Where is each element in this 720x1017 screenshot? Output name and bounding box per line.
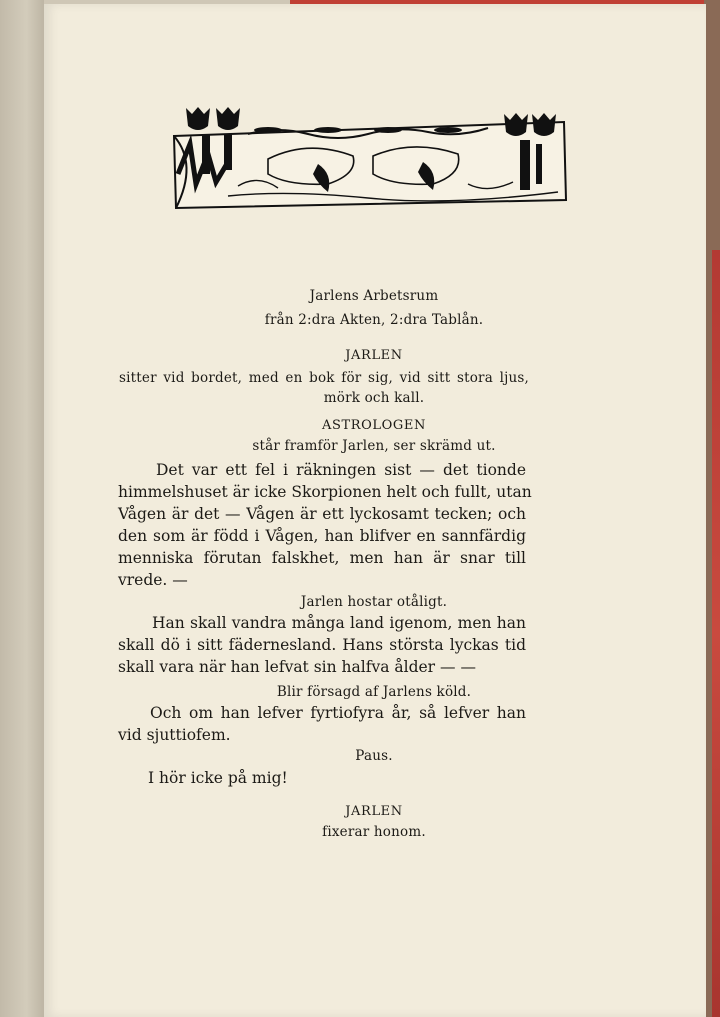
speech-line: den som är född i Vågen, han blifver en sannfärdig bbox=[118, 527, 526, 545]
stage-direction: Paus. bbox=[355, 748, 393, 764]
speech-line: himmelshuset är icke Skorpionen helt och fullt, utan bbox=[118, 483, 532, 501]
speaker-name: JARLEN bbox=[345, 804, 403, 819]
speech-line: skall vara när han lefvat sin halfva ålder — — bbox=[118, 658, 476, 676]
stage-direction: Jarlen hostar otåligt. bbox=[300, 594, 448, 610]
speech-line: I hör icke på mig! bbox=[148, 769, 288, 787]
decorative-vignette-illustration bbox=[168, 104, 570, 212]
cover-edge-red bbox=[712, 250, 720, 1017]
speech-line: Det var ett fel i räkningen sist — det tionde bbox=[156, 461, 526, 479]
speech-line: Vågen är det — Vågen är ett lyckosamt tecken; och bbox=[118, 505, 526, 523]
stage-direction-line: står framför Jarlen, ser skrämd ut. bbox=[252, 438, 496, 454]
speech-line: skall dö i sitt fädernesland. Hans största lyckas tid bbox=[118, 636, 526, 654]
speaker-name: ASTROLOGEN bbox=[322, 418, 426, 433]
book-gutter bbox=[0, 0, 44, 1017]
stage-direction-line: sitter vid bordet, med en bok för sig, vid sitt stora ljus, bbox=[119, 370, 529, 386]
scene-source: från 2:dra Akten, 2:dra Tablån. bbox=[264, 312, 484, 328]
speech-line: vid sjuttiofem. bbox=[118, 726, 231, 744]
stage-direction: fixerar honom. bbox=[322, 824, 426, 840]
scene-place: Jarlens Arbetsrum bbox=[309, 288, 439, 304]
stage-direction-line: mörk och kall. bbox=[323, 390, 425, 406]
book-page bbox=[44, 4, 706, 1017]
speech-line: Han skall vandra många land igenom, men han bbox=[152, 614, 526, 632]
speaker-name: JARLEN bbox=[345, 348, 403, 363]
speech-line: menniska förutan falskhet, men han är snar till bbox=[118, 549, 526, 567]
stage-direction: Blir försagd af Jarlens köld. bbox=[276, 684, 472, 700]
speech-line: vrede. — bbox=[118, 571, 188, 589]
speech-line: Och om han lefver fyrtiofyra år, så lefver han bbox=[150, 704, 526, 722]
